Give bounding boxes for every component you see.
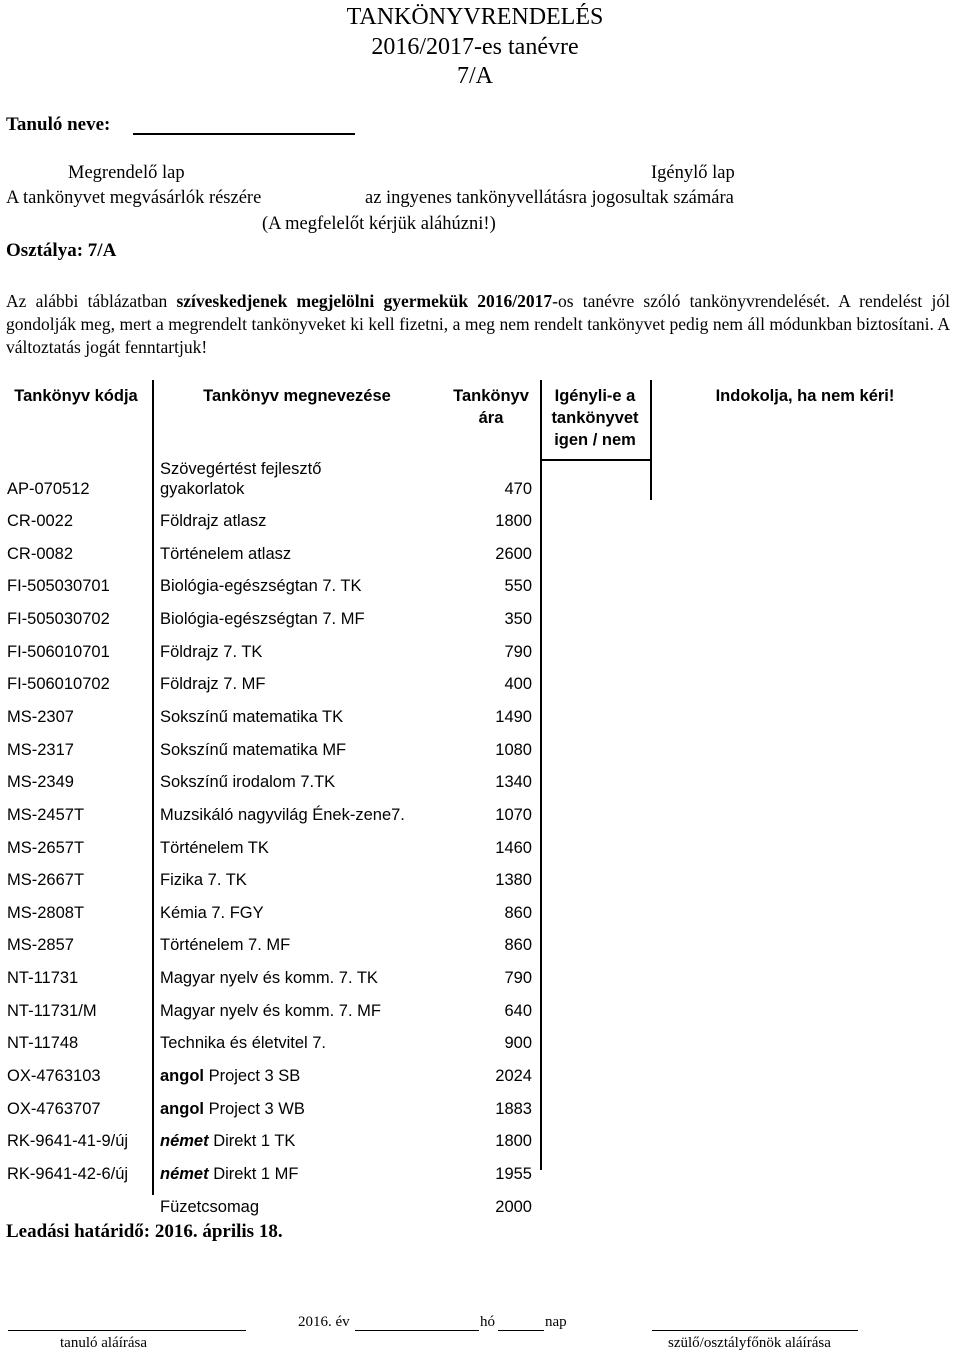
header-code: Tankönyv kódja <box>14 387 138 405</box>
header-name: Tankönyv megnevezése <box>203 387 391 405</box>
student-signature-label: tanuló aláírása <box>60 1335 148 1351</box>
book-title <box>160 904 264 923</box>
date-month: hó <box>480 1314 495 1330</box>
book-price: 1883 <box>495 1099 532 1118</box>
book-price: 550 <box>504 577 532 596</box>
book-title <box>160 512 266 531</box>
book-code: RK-9641-41-9/új <box>7 1132 129 1151</box>
date-day: nap <box>545 1314 567 1330</box>
book-title-text: Sokszínű matematika TK <box>160 707 344 726</box>
table-row <box>0 802 960 835</box>
book-code: MS-2317 <box>7 740 74 759</box>
book-title-text: Muzsikáló nagyvilág Ének-zene7. <box>160 805 405 824</box>
header-reason: Indokolja, ha nem kéri! <box>715 387 895 405</box>
book-code: OX-4763103 <box>7 1067 101 1086</box>
book-code: FI-506010701 <box>7 642 110 661</box>
table-row <box>0 769 960 802</box>
book-price: 1380 <box>495 871 532 890</box>
table-row <box>0 932 960 965</box>
language-label: német <box>160 1132 209 1151</box>
table-row <box>0 1096 960 1129</box>
book-code: MS-2307 <box>7 707 74 726</box>
book-price: 2600 <box>495 544 532 563</box>
book-title-text: Direkt 1 MF <box>208 1165 299 1183</box>
table-row <box>0 508 960 541</box>
table-row <box>0 1161 960 1194</box>
book-code: MS-2857 <box>7 936 74 955</box>
book-title <box>160 610 365 629</box>
book-price: 2024 <box>495 1067 532 1086</box>
book-title <box>160 871 247 890</box>
book-price: 350 <box>504 609 532 628</box>
book-title-text: Történelem TK <box>160 838 269 857</box>
book-code: NT-11748 <box>7 1034 79 1053</box>
language-label: angol <box>160 1099 204 1118</box>
book-title <box>160 1132 295 1151</box>
book-code: MS-2808T <box>7 903 85 922</box>
book-price: 790 <box>504 969 532 988</box>
book-title <box>160 773 335 792</box>
book-title-text: Project 3 WB <box>204 1099 305 1118</box>
book-title-text: Kémia 7. FGY <box>160 903 264 922</box>
book-title <box>160 806 405 825</box>
book-code: FI-505030701 <box>7 577 110 596</box>
book-price: 1955 <box>495 1165 532 1183</box>
table-row <box>0 867 960 900</box>
book-price: 860 <box>504 903 532 922</box>
book-code: NT-11731 <box>7 969 79 988</box>
date-day-field[interactable] <box>498 1330 544 1331</box>
book-title-text: Fizika 7. TK <box>160 871 247 890</box>
book-code: FI-506010702 <box>7 675 110 694</box>
book-price: 1080 <box>495 740 532 759</box>
class-title: 7/A <box>457 63 493 89</box>
book-title <box>160 1198 259 1217</box>
book-code: FI-505030702 <box>7 609 110 628</box>
date-year: 2016. év <box>298 1314 350 1330</box>
book-title <box>160 1034 326 1053</box>
book-code: MS-2457T <box>7 805 85 824</box>
date-month-field[interactable] <box>355 1330 479 1331</box>
parent-signature-label: szülő/osztályfőnök aláírása <box>668 1335 831 1351</box>
book-title <box>160 643 262 662</box>
book-code: MS-2667T <box>7 871 85 890</box>
order-sheet-subtitle: A tankönyvet megvásárlók részére <box>6 188 262 208</box>
book-title <box>160 936 290 955</box>
book-price: 900 <box>504 1034 532 1053</box>
book-title <box>160 1100 305 1119</box>
book-title <box>160 577 362 596</box>
table-row <box>0 573 960 606</box>
book-price: 1800 <box>495 512 532 530</box>
book-title-text: Földrajz 7. MF <box>160 675 266 694</box>
language-label: német <box>160 1165 209 1183</box>
book-code: RK-9641-42-6/új <box>7 1165 129 1183</box>
book-title <box>160 675 265 694</box>
book-title-text: Magyar nyelv és komm. 7. TK <box>160 969 378 988</box>
table-row <box>0 1063 960 1096</box>
book-price: 470 <box>504 480 532 498</box>
book-title-text: Biológia-egészségtan 7. MF <box>160 609 365 628</box>
book-title-text: Project 3 SB <box>204 1067 301 1086</box>
table-row <box>0 737 960 770</box>
request-sheet-subtitle: az ingyenes tankönyvellátásra jogosultak számára <box>365 188 734 208</box>
language-label: angol <box>160 1067 204 1086</box>
header-price: Tankönyv ára <box>453 387 529 427</box>
book-price: 860 <box>504 936 532 955</box>
book-price: 1800 <box>495 1132 532 1151</box>
book-title-text: Történelem 7. MF <box>160 936 291 955</box>
table-row <box>0 671 960 704</box>
intro-paragraph: Az alábbi táblázatban szíveskedjenek megjelölni gyermekük 2016/2017-os tanévre szóló tankönyvrendelését. A rendelést jól gondolják meg, mert a megrendelt tankönyveket ki kell fizetni, a meg nem rendelt tankönyvet pedig nem áll módunkban biztosítani. A változtatás jogát fenntartjuk! <box>6 291 950 357</box>
table-row <box>0 456 960 506</box>
header-request: Igényli-e a tankönyvet igen / nem <box>551 387 639 449</box>
book-code: OX-4763707 <box>7 1099 101 1118</box>
table-row <box>0 900 960 933</box>
book-title-text: Direkt 1 TK <box>208 1132 296 1151</box>
book-title-text: Technika és életvitel 7. <box>160 1034 327 1053</box>
book-title-text: Magyar nyelv és komm. 7. MF <box>160 1001 381 1020</box>
book-price: 400 <box>504 675 532 694</box>
book-title-text: Biológia-egészségtan 7. TK <box>160 577 362 596</box>
document-title: TANKÖNYVRENDELÉS <box>346 4 604 30</box>
class-label: Osztálya: 7/A <box>6 240 117 261</box>
book-title-text: Füzetcsomag <box>160 1197 260 1216</box>
book-price: 640 <box>504 1001 532 1020</box>
order-sheet-title[interactable]: Megrendelő lap <box>68 163 185 183</box>
book-price: 1460 <box>495 838 532 857</box>
book-title-text: Sokszínű matematika MF <box>160 740 347 759</box>
book-price: 1070 <box>495 805 532 824</box>
book-title <box>160 741 346 760</box>
table-row <box>0 965 960 998</box>
book-title <box>160 545 291 564</box>
book-code: NT-11731/M <box>7 1001 97 1020</box>
table-row <box>0 639 960 672</box>
book-price: 790 <box>504 642 532 661</box>
table-row <box>0 835 960 868</box>
book-title-text: Sokszínű irodalom 7.TK <box>160 773 336 792</box>
book-title <box>160 969 378 988</box>
book-code: MS-2349 <box>7 773 74 792</box>
book-title <box>160 1002 381 1021</box>
book-code: CR-0022 <box>7 512 74 530</box>
table-row <box>0 998 960 1031</box>
school-year: 2016/2017-es tanévre <box>371 34 579 60</box>
underline-note: (A megfelelőt kérjük aláhúzni!) <box>262 214 496 234</box>
student-signature-line[interactable] <box>8 1330 246 1331</box>
student-name-field[interactable] <box>133 133 355 135</box>
book-code: CR-0082 <box>7 544 74 563</box>
book-title: Szövegértést fejlesztő gyakorlatok <box>160 460 322 498</box>
book-price: 1490 <box>495 707 532 726</box>
book-title-text: Történelem atlasz <box>160 544 292 563</box>
table-row <box>0 541 960 574</box>
student-name-label: Tanuló neve: <box>6 114 111 135</box>
table-row <box>0 606 960 639</box>
book-title <box>160 839 269 858</box>
book-title-text: Földrajz atlasz <box>160 512 267 530</box>
request-sheet-title[interactable]: Igénylő lap <box>651 163 735 183</box>
table-row <box>0 1128 960 1161</box>
deadline: Leadási határidő: 2016. április 18. <box>6 1221 283 1242</box>
parent-signature-line[interactable] <box>652 1330 858 1331</box>
book-code: AP-070512 <box>7 480 90 498</box>
book-title <box>160 1165 298 1184</box>
book-title <box>160 1067 300 1086</box>
book-code: MS-2657T <box>7 838 85 857</box>
table-row <box>0 704 960 737</box>
book-title <box>160 708 343 727</box>
book-price: 2000 <box>495 1197 532 1216</box>
book-title-text: Földrajz 7. TK <box>160 642 263 661</box>
book-price: 1340 <box>495 773 532 792</box>
table-row <box>0 1030 960 1063</box>
